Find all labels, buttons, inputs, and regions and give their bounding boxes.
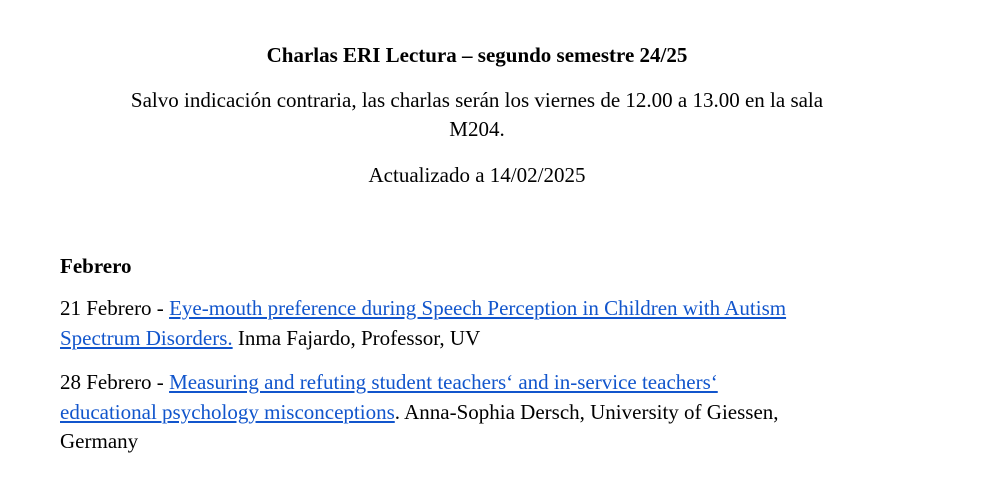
- talk-entry-2: [60, 368, 940, 457]
- talk-entry-1: [60, 294, 940, 353]
- talk-entry-1-line-2: [60, 324, 940, 354]
- schedule-note-line-2: M204.: [449, 117, 505, 141]
- talk-date: 28 Febrero -: [60, 370, 170, 394]
- talk-title-link[interactable]: Measuring and refuting student teachers‘ and in-service teachers‘: [169, 370, 718, 394]
- talk-title-link[interactable]: Eye-mouth preference during Speech Perception in Children with Autism: [169, 296, 787, 320]
- schedule-note: [0, 86, 954, 144]
- talk-entry-2-line-3: [60, 427, 940, 457]
- updated-date: Actualizado a 14/02/2025: [368, 163, 586, 187]
- schedule-note-line-1: Salvo indicación contraria, las charlas serán los viernes de 12.00 a 13.00 en la sala: [130, 88, 824, 112]
- month-heading: Febrero: [60, 254, 132, 278]
- document-title: Charlas ERI Lectura – segundo semestre 24/25: [266, 43, 688, 67]
- talk-entry-2-line-2: [60, 398, 940, 428]
- talk-speaker: . Anna-Sophia Dersch, University of Giessen,: [394, 399, 779, 424]
- talk-title-link-continued[interactable]: educational psychology misconceptions: [60, 399, 395, 424]
- talk-speaker-continued: Germany: [60, 429, 139, 453]
- talk-date: 21 Febrero -: [60, 296, 170, 320]
- talk-entry-1-line-1: [60, 294, 940, 324]
- talk-title-link-continued[interactable]: Spectrum Disorders.: [60, 325, 233, 350]
- talk-entry-2-line-1: [60, 368, 940, 398]
- talk-speaker: Inma Fajardo, Professor, UV: [232, 325, 481, 350]
